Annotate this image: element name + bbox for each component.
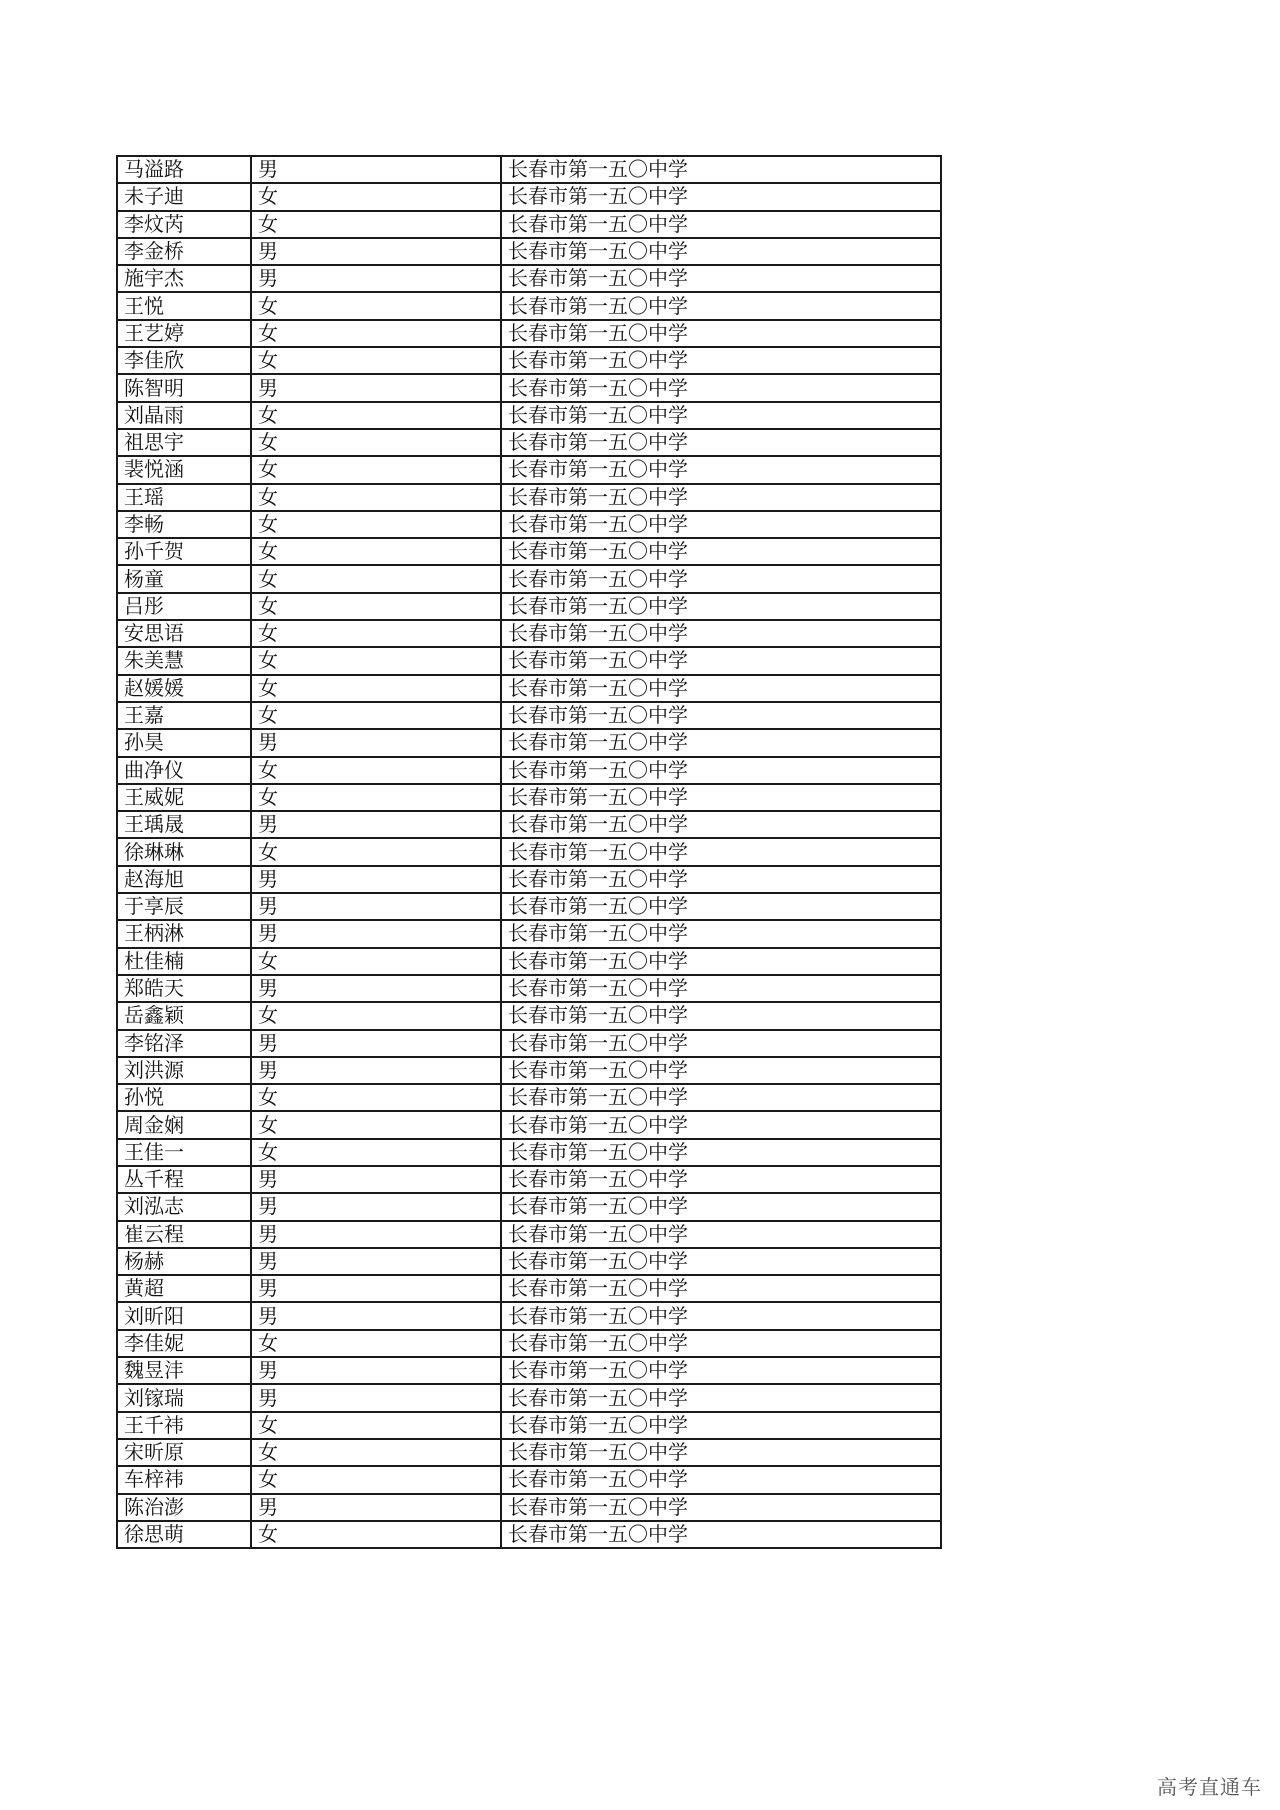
student-name-cell: 陈智明 (117, 374, 251, 401)
school-cell: 长春市第一五〇中学 (501, 1139, 941, 1166)
table-row (117, 702, 941, 729)
school-cell: 长春市第一五〇中学 (501, 1221, 941, 1248)
student-name-cell: 赵海旭 (117, 866, 251, 893)
school-cell: 长春市第一五〇中学 (501, 1057, 941, 1084)
gender-cell: 女 (251, 702, 501, 729)
school-cell: 长春市第一五〇中学 (501, 211, 941, 238)
gender-cell: 女 (251, 675, 501, 702)
school-cell: 长春市第一五〇中学 (501, 647, 941, 674)
gender-cell: 女 (251, 320, 501, 347)
table-row (117, 1357, 941, 1384)
school-cell: 长春市第一五〇中学 (501, 456, 941, 483)
student-name-cell: 刘泓志 (117, 1193, 251, 1220)
school-cell: 长春市第一五〇中学 (501, 1166, 941, 1193)
school-cell: 长春市第一五〇中学 (501, 893, 941, 920)
gender-cell: 女 (251, 620, 501, 647)
gender-cell: 女 (251, 565, 501, 592)
school-cell: 长春市第一五〇中学 (501, 1193, 941, 1220)
school-cell: 长春市第一五〇中学 (501, 1384, 941, 1411)
student-name-cell: 曲净仪 (117, 757, 251, 784)
student-name-cell: 朱美慧 (117, 647, 251, 674)
table-row (117, 374, 941, 401)
school-cell: 长春市第一五〇中学 (501, 1302, 941, 1329)
gender-cell: 男 (251, 1057, 501, 1084)
gender-cell: 男 (251, 975, 501, 1002)
student-name-cell: 徐思萌 (117, 1521, 251, 1548)
student-name-cell: 王佳一 (117, 1139, 251, 1166)
student-name-cell: 王瑀晟 (117, 811, 251, 838)
gender-cell: 女 (251, 647, 501, 674)
table-row (117, 320, 941, 347)
table-row (117, 402, 941, 429)
student-name-cell: 裴悦涵 (117, 456, 251, 483)
gender-cell: 女 (251, 757, 501, 784)
gender-cell: 女 (251, 183, 501, 210)
table-row (117, 1166, 941, 1193)
school-cell: 长春市第一五〇中学 (501, 538, 941, 565)
student-name-cell: 车梓祎 (117, 1466, 251, 1493)
table-row (117, 183, 941, 210)
student-name-cell: 李金桥 (117, 238, 251, 265)
gender-cell: 男 (251, 1248, 501, 1275)
school-cell: 长春市第一五〇中学 (501, 1084, 941, 1111)
student-name-cell: 李铭泽 (117, 1030, 251, 1057)
student-name-cell: 施宇杰 (117, 265, 251, 292)
student-name-cell: 魏昱沣 (117, 1357, 251, 1384)
table-row (117, 893, 941, 920)
school-cell: 长春市第一五〇中学 (501, 811, 941, 838)
school-cell: 长春市第一五〇中学 (501, 238, 941, 265)
school-cell: 长春市第一五〇中学 (501, 1494, 941, 1521)
roster-table (116, 155, 942, 1549)
gender-cell: 男 (251, 265, 501, 292)
school-cell: 长春市第一五〇中学 (501, 320, 941, 347)
student-name-cell: 杨童 (117, 565, 251, 592)
school-cell: 长春市第一五〇中学 (501, 183, 941, 210)
table-row (117, 729, 941, 756)
table-row (117, 511, 941, 538)
table-row (117, 1193, 941, 1220)
table-row (117, 565, 941, 592)
student-name-cell: 于享辰 (117, 893, 251, 920)
gender-cell: 男 (251, 729, 501, 756)
student-name-cell: 王悦 (117, 292, 251, 319)
student-name-cell: 宋昕原 (117, 1439, 251, 1466)
gender-cell: 女 (251, 1111, 501, 1138)
school-cell: 长春市第一五〇中学 (501, 1002, 941, 1029)
gender-cell: 女 (251, 1002, 501, 1029)
table-row (117, 1002, 941, 1029)
table-row (117, 757, 941, 784)
table-row (117, 1275, 941, 1302)
student-name-cell: 王艺婷 (117, 320, 251, 347)
table-row (117, 593, 941, 620)
school-cell: 长春市第一五〇中学 (501, 675, 941, 702)
school-cell: 长春市第一五〇中学 (501, 1439, 941, 1466)
table-row (117, 1521, 941, 1548)
school-cell: 长春市第一五〇中学 (501, 1248, 941, 1275)
gender-cell: 男 (251, 1302, 501, 1329)
gender-cell: 女 (251, 1439, 501, 1466)
student-name-cell: 丛千程 (117, 1166, 251, 1193)
student-name-cell: 刘洪源 (117, 1057, 251, 1084)
student-name-cell: 安思语 (117, 620, 251, 647)
school-cell: 长春市第一五〇中学 (501, 1466, 941, 1493)
school-cell: 长春市第一五〇中学 (501, 729, 941, 756)
school-cell: 长春市第一五〇中学 (501, 702, 941, 729)
table-row (117, 811, 941, 838)
gender-cell: 男 (251, 1384, 501, 1411)
gender-cell: 男 (251, 920, 501, 947)
table-row (117, 1302, 941, 1329)
gender-cell: 女 (251, 292, 501, 319)
student-name-cell: 刘晶雨 (117, 402, 251, 429)
student-name-cell: 刘镓瑞 (117, 1384, 251, 1411)
gender-cell: 女 (251, 1330, 501, 1357)
table-row (117, 1084, 941, 1111)
table-row (117, 647, 941, 674)
gender-cell: 男 (251, 811, 501, 838)
student-name-cell: 王瑶 (117, 484, 251, 511)
table-row (117, 429, 941, 456)
table-row (117, 1248, 941, 1275)
gender-cell: 女 (251, 784, 501, 811)
student-name-cell: 李佳妮 (117, 1330, 251, 1357)
gender-cell: 女 (251, 1084, 501, 1111)
student-name-cell: 祖思宇 (117, 429, 251, 456)
student-name-cell: 李畅 (117, 511, 251, 538)
student-name-cell: 王嘉 (117, 702, 251, 729)
gender-cell: 女 (251, 1139, 501, 1166)
watermark-text: 高考直通车 (1157, 1775, 1262, 1799)
gender-cell: 男 (251, 1193, 501, 1220)
school-cell: 长春市第一五〇中学 (501, 374, 941, 401)
gender-cell: 女 (251, 948, 501, 975)
table-row (117, 1412, 941, 1439)
school-cell: 长春市第一五〇中学 (501, 347, 941, 374)
table-row (117, 456, 941, 483)
gender-cell: 女 (251, 838, 501, 865)
table-row (117, 675, 941, 702)
gender-cell: 女 (251, 1412, 501, 1439)
student-name-cell: 马溢路 (117, 156, 251, 183)
student-name-cell: 黄超 (117, 1275, 251, 1302)
table-row (117, 1111, 941, 1138)
student-name-cell: 王柄淋 (117, 920, 251, 947)
school-cell: 长春市第一五〇中学 (501, 948, 941, 975)
school-cell: 长春市第一五〇中学 (501, 1275, 941, 1302)
table-row (117, 1057, 941, 1084)
school-cell: 长春市第一五〇中学 (501, 1521, 941, 1548)
table-row (117, 920, 941, 947)
school-cell: 长春市第一五〇中学 (501, 920, 941, 947)
student-name-cell: 孙悦 (117, 1084, 251, 1111)
table-row (117, 1466, 941, 1493)
gender-cell: 女 (251, 211, 501, 238)
gender-cell: 男 (251, 1275, 501, 1302)
gender-cell: 男 (251, 1357, 501, 1384)
table-row (117, 1494, 941, 1521)
table-row (117, 784, 941, 811)
gender-cell: 女 (251, 429, 501, 456)
student-name-cell: 杨赫 (117, 1248, 251, 1275)
gender-cell: 男 (251, 238, 501, 265)
student-name-cell: 徐琳琳 (117, 838, 251, 865)
gender-cell: 男 (251, 1030, 501, 1057)
school-cell: 长春市第一五〇中学 (501, 565, 941, 592)
school-cell: 长春市第一五〇中学 (501, 1030, 941, 1057)
gender-cell: 男 (251, 1221, 501, 1248)
gender-cell: 男 (251, 1166, 501, 1193)
gender-cell: 女 (251, 1521, 501, 1548)
student-name-cell: 王千祎 (117, 1412, 251, 1439)
table-row (117, 1330, 941, 1357)
school-cell: 长春市第一五〇中学 (501, 620, 941, 647)
student-name-cell: 赵媛媛 (117, 675, 251, 702)
table-row (117, 866, 941, 893)
school-cell: 长春市第一五〇中学 (501, 511, 941, 538)
student-name-cell: 吕彤 (117, 593, 251, 620)
roster-body (117, 156, 941, 1548)
school-cell: 长春市第一五〇中学 (501, 593, 941, 620)
student-name-cell: 岳鑫颖 (117, 1002, 251, 1029)
school-cell: 长春市第一五〇中学 (501, 866, 941, 893)
school-cell: 长春市第一五〇中学 (501, 156, 941, 183)
table-row (117, 1221, 941, 1248)
gender-cell: 女 (251, 593, 501, 620)
gender-cell: 女 (251, 347, 501, 374)
school-cell: 长春市第一五〇中学 (501, 1111, 941, 1138)
school-cell: 长春市第一五〇中学 (501, 838, 941, 865)
student-name-cell: 刘昕阳 (117, 1302, 251, 1329)
school-cell: 长春市第一五〇中学 (501, 1357, 941, 1384)
table-row (117, 484, 941, 511)
school-cell: 长春市第一五〇中学 (501, 1412, 941, 1439)
table-row (117, 265, 941, 292)
table-row (117, 1439, 941, 1466)
table-row (117, 292, 941, 319)
student-name-cell: 未子迪 (117, 183, 251, 210)
table-row (117, 1139, 941, 1166)
gender-cell: 男 (251, 374, 501, 401)
school-cell: 长春市第一五〇中学 (501, 484, 941, 511)
school-cell: 长春市第一五〇中学 (501, 757, 941, 784)
student-name-cell: 郑皓天 (117, 975, 251, 1002)
school-cell: 长春市第一五〇中学 (501, 292, 941, 319)
school-cell: 长春市第一五〇中学 (501, 1330, 941, 1357)
table-row (117, 1384, 941, 1411)
student-name-cell: 李佳欣 (117, 347, 251, 374)
table-row (117, 156, 941, 183)
student-name-cell: 王威妮 (117, 784, 251, 811)
table-row (117, 538, 941, 565)
gender-cell: 男 (251, 1494, 501, 1521)
table-row (117, 1030, 941, 1057)
table-row (117, 620, 941, 647)
student-name-cell: 崔云程 (117, 1221, 251, 1248)
student-name-cell: 杜佳楠 (117, 948, 251, 975)
gender-cell: 女 (251, 511, 501, 538)
school-cell: 长春市第一五〇中学 (501, 784, 941, 811)
school-cell: 长春市第一五〇中学 (501, 429, 941, 456)
gender-cell: 女 (251, 484, 501, 511)
gender-cell: 男 (251, 893, 501, 920)
gender-cell: 女 (251, 1466, 501, 1493)
student-name-cell: 孙千贺 (117, 538, 251, 565)
table-row (117, 838, 941, 865)
table-row (117, 347, 941, 374)
student-name-cell: 陈治澎 (117, 1494, 251, 1521)
student-name-cell: 周金娴 (117, 1111, 251, 1138)
student-name-cell: 孙昊 (117, 729, 251, 756)
gender-cell: 男 (251, 156, 501, 183)
table-row (117, 975, 941, 1002)
school-cell: 长春市第一五〇中学 (501, 975, 941, 1002)
gender-cell: 男 (251, 866, 501, 893)
school-cell: 长春市第一五〇中学 (501, 265, 941, 292)
student-name-cell: 李炆芮 (117, 211, 251, 238)
school-cell: 长春市第一五〇中学 (501, 402, 941, 429)
gender-cell: 女 (251, 538, 501, 565)
gender-cell: 女 (251, 402, 501, 429)
gender-cell: 女 (251, 456, 501, 483)
table-row (117, 211, 941, 238)
table-row (117, 948, 941, 975)
table-row (117, 238, 941, 265)
